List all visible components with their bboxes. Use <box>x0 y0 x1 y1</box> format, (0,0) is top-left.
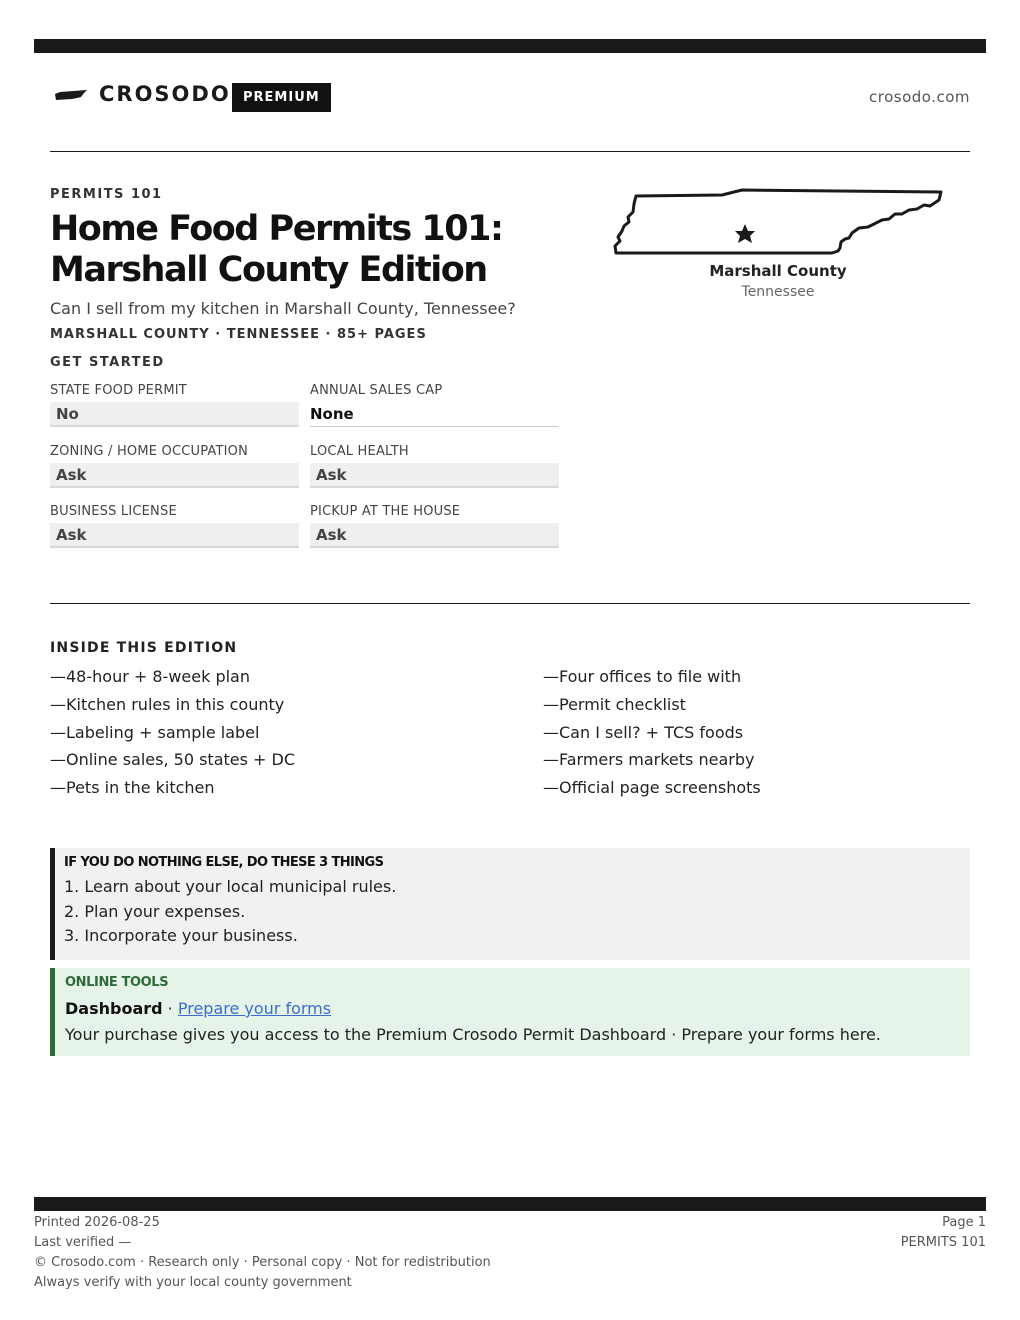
local-health-cell <box>310 443 559 495</box>
cell-value: Ask <box>50 463 299 488</box>
header-divider <box>50 151 970 152</box>
dashboard-label: Dashboard <box>65 999 163 1018</box>
list-item: —Pets in the kitchen <box>50 778 215 798</box>
premium-badge: PREMIUM <box>232 83 331 112</box>
edition-meta: MARSHALL COUNTY · TENNESSEE · 85+ PAGES <box>50 327 427 342</box>
cell-label: STATE FOOD PERMIT <box>50 383 187 398</box>
list-item: —Four offices to file with <box>543 667 742 686</box>
cell-label: ZONING / HOME OCCUPATION <box>50 444 249 459</box>
inside-list-right <box>543 667 761 806</box>
list-item: —Labeling + sample label <box>50 722 260 742</box>
list-item: —Can I sell? + TCS foods <box>543 722 744 742</box>
footer-right <box>901 1213 986 1253</box>
cell-value: Ask <box>310 463 559 488</box>
annual-sales-cap-cell <box>310 382 559 434</box>
callout-item: 1. Learn about your local municipal rules. <box>64 877 397 896</box>
cell-value: Ask <box>50 523 299 548</box>
list-item: —Permit checklist <box>543 694 686 714</box>
star-marker-icon <box>735 224 755 243</box>
inside-list-left <box>50 667 295 806</box>
list-item: —Kitchen rules in this county <box>50 694 285 714</box>
copyright-notice: © Crosodo.com · Research only · Personal copy · Not for redistribution <box>34 1255 491 1270</box>
list-item: —Online sales, 50 states + DC <box>50 750 296 770</box>
list-item: —Farmers markets nearby <box>543 750 755 770</box>
cell-label: BUSINESS LICENSE <box>50 504 177 519</box>
tennessee-map-icon <box>612 186 944 262</box>
prepare-forms-link[interactable]: Prepare your forms <box>177 999 332 1018</box>
list-item: —48-hour + 8-week plan <box>50 667 250 686</box>
cell-label: PICKUP AT THE HOUSE <box>310 504 461 519</box>
zoning-cell <box>50 443 299 495</box>
three-things-callout <box>50 848 970 960</box>
cell-value: None <box>310 402 559 427</box>
callout-item: 2. Plan your expenses. <box>64 901 246 921</box>
cell-value: No <box>50 402 299 427</box>
separator: · <box>162 999 178 1018</box>
callout-title: IF YOU DO NOTHING ELSE, DO THESE 3 THINGS <box>64 855 384 870</box>
tools-title: ONLINE TOOLS <box>65 975 169 990</box>
top-rule-bar <box>34 39 986 53</box>
inside-heading: INSIDE THIS EDITION <box>50 640 238 656</box>
cell-label: ANNUAL SALES CAP <box>310 383 443 398</box>
verify-note: Always verify with your local county government <box>34 1275 352 1290</box>
footer-left <box>34 1213 491 1293</box>
page-number: Page 1 <box>942 1215 986 1230</box>
cell-value: Ask <box>310 523 559 548</box>
map-state-label: Tennessee <box>741 284 815 300</box>
page-title: Home Food Permits 101: Marshall County Edition <box>50 209 503 290</box>
tools-description: Your purchase gives you access to the Premium Crosodo Permit Dashboard · Prepare your forms here. <box>65 1025 881 1044</box>
footer-section: PERMITS 101 <box>900 1235 986 1250</box>
cell-label: LOCAL HEALTH <box>310 444 409 459</box>
printed-date: Printed 2026-08-25 <box>34 1215 160 1230</box>
page-subtitle: Can I sell from my kitchen in Marshall County, Tennessee? <box>50 299 516 318</box>
brand-name: CROSODO <box>99 82 231 106</box>
pickup-cell <box>310 503 559 555</box>
site-url[interactable]: crosodo.com <box>869 88 970 106</box>
online-tools-panel <box>50 968 970 1056</box>
kicker: PERMITS 101 <box>50 187 163 202</box>
last-verified: Last verified — <box>34 1235 132 1250</box>
footer-rule-bar <box>34 1197 986 1211</box>
tennessee-shape-icon <box>54 87 88 106</box>
get-started-heading: GET STARTED <box>50 355 165 370</box>
state-food-permit-cell <box>50 382 299 434</box>
callout-item: 3. Incorporate your business. <box>64 926 298 945</box>
section-divider <box>50 603 970 604</box>
tools-links-line <box>65 996 970 1022</box>
map-county-label: Marshall County <box>709 262 847 280</box>
list-item: —Official page screenshots <box>543 778 761 798</box>
page-header <box>50 80 970 114</box>
business-license-cell <box>50 503 299 555</box>
